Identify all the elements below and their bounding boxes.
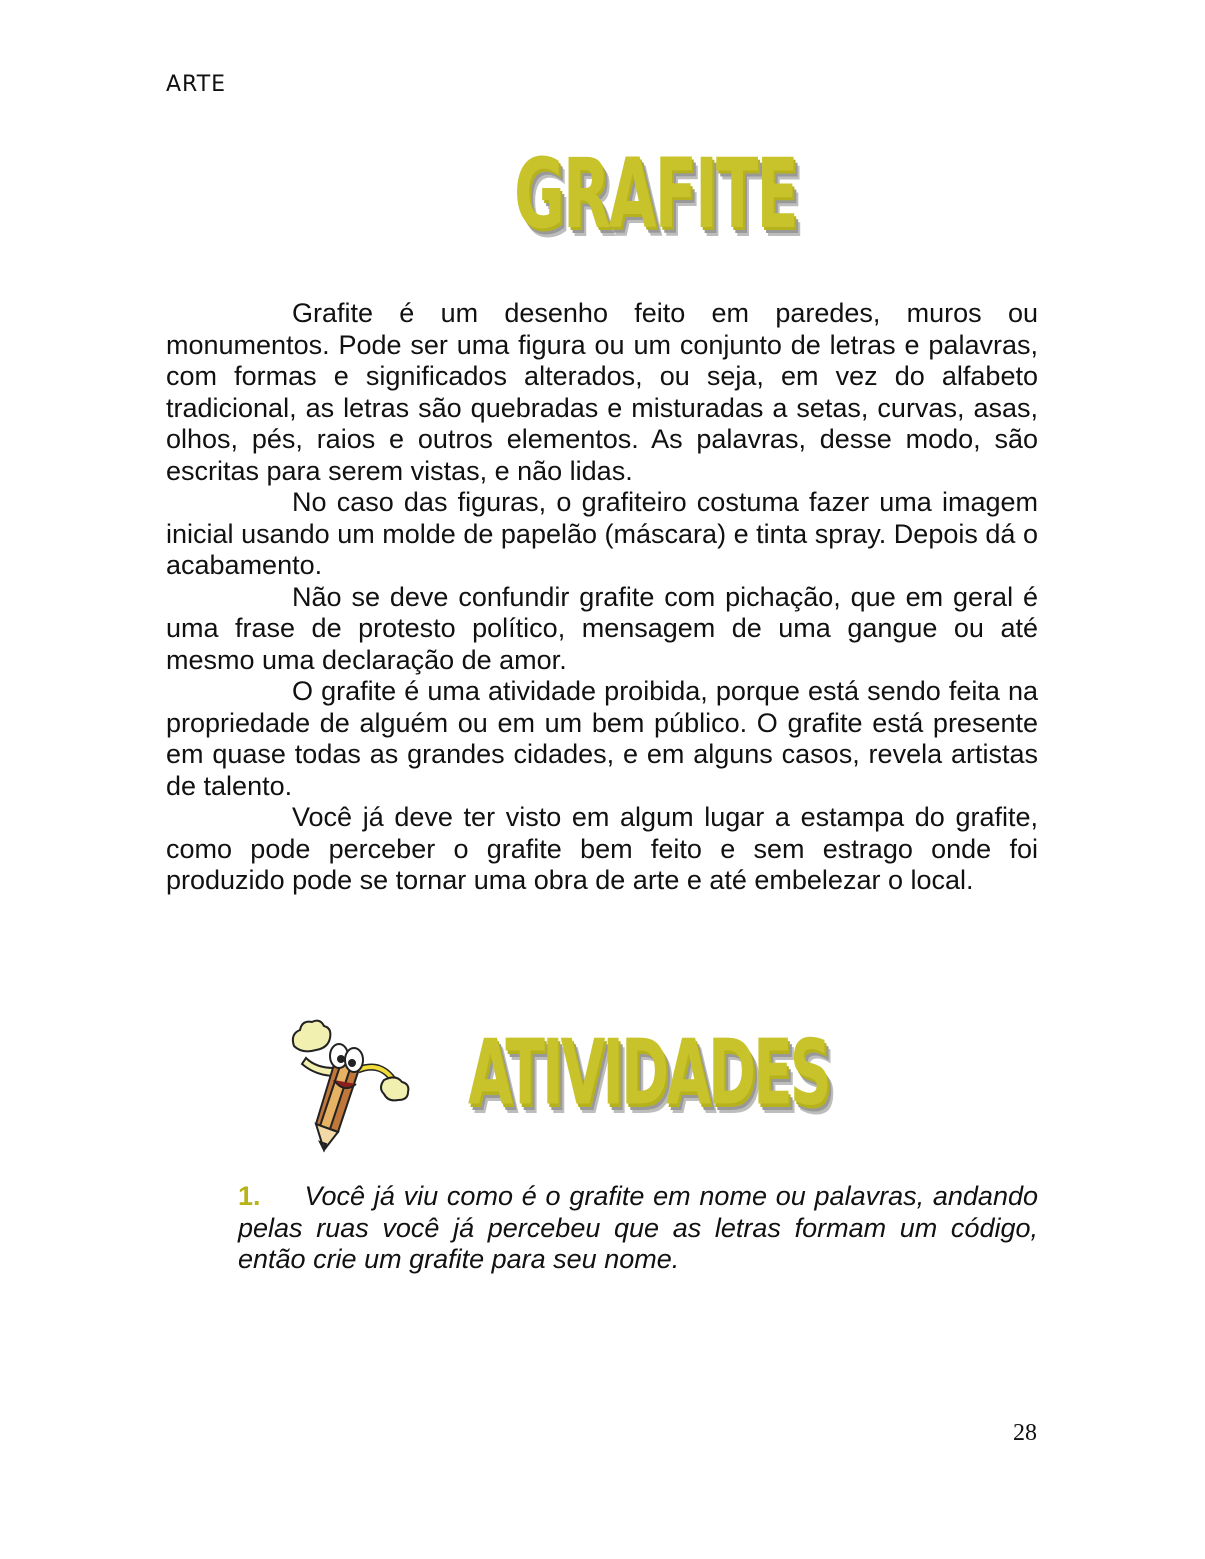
paragraph: Não se deve confundir grafite com pichação, que em geral é uma frase de protesto político, mensagem de uma gangue ou até mesmo uma declaração de amor. bbox=[166, 581, 1038, 675]
paragraph: Grafite é um desenho feito em paredes, muros ou monumentos. Pode ser uma figura ou um conjunto de letras e palavras, com formas e significados alterados, ou seja, em vez do alfabeto tradicional, as letras são quebradas e misturadas a setas, curvas, asas, olhos, pés, raios e outros elementos. As palavras, desse modo, são escritas para serem vistas, e não lidas. bbox=[166, 298, 1038, 486]
paragraph: O grafite é uma atividade proibida, porque está sendo feita na propriedade de alguém ou em um bem público. O grafite está presente em quase todas as grandes cidades, e em alguns casos, revela artistas de talento. bbox=[166, 676, 1038, 801]
activity-text: Você já viu como é o grafite em nome ou palavras, andando pelas ruas você já percebeu que as letras formam um código, então crie um grafite para seu nome. bbox=[238, 1181, 1038, 1274]
page-number: 28 bbox=[1013, 1420, 1037, 1446]
body-text bbox=[166, 298, 1038, 897]
header-subject: ARTE bbox=[166, 72, 227, 97]
paragraph: Você já deve ter visto em algum lugar a estampa do grafite, como pode perceber o grafite bem feito e sem estrago onde foi produzido pode se tornar uma obra de arte e até embelezar o local. bbox=[166, 802, 1038, 895]
activity-number: 1. bbox=[238, 1181, 261, 1211]
main-title: GRAFITE bbox=[514, 137, 797, 251]
pencil-mascot-icon bbox=[284, 1018, 414, 1153]
paragraph: No caso das figuras, o grafiteiro costuma fazer uma imagem inicial usando um molde de papelão (máscara) e tinta spray. Depois dá o acabamento. bbox=[166, 487, 1038, 580]
activity-item bbox=[238, 1181, 1038, 1276]
activities-title: ATIVIDADES bbox=[468, 1020, 829, 1126]
